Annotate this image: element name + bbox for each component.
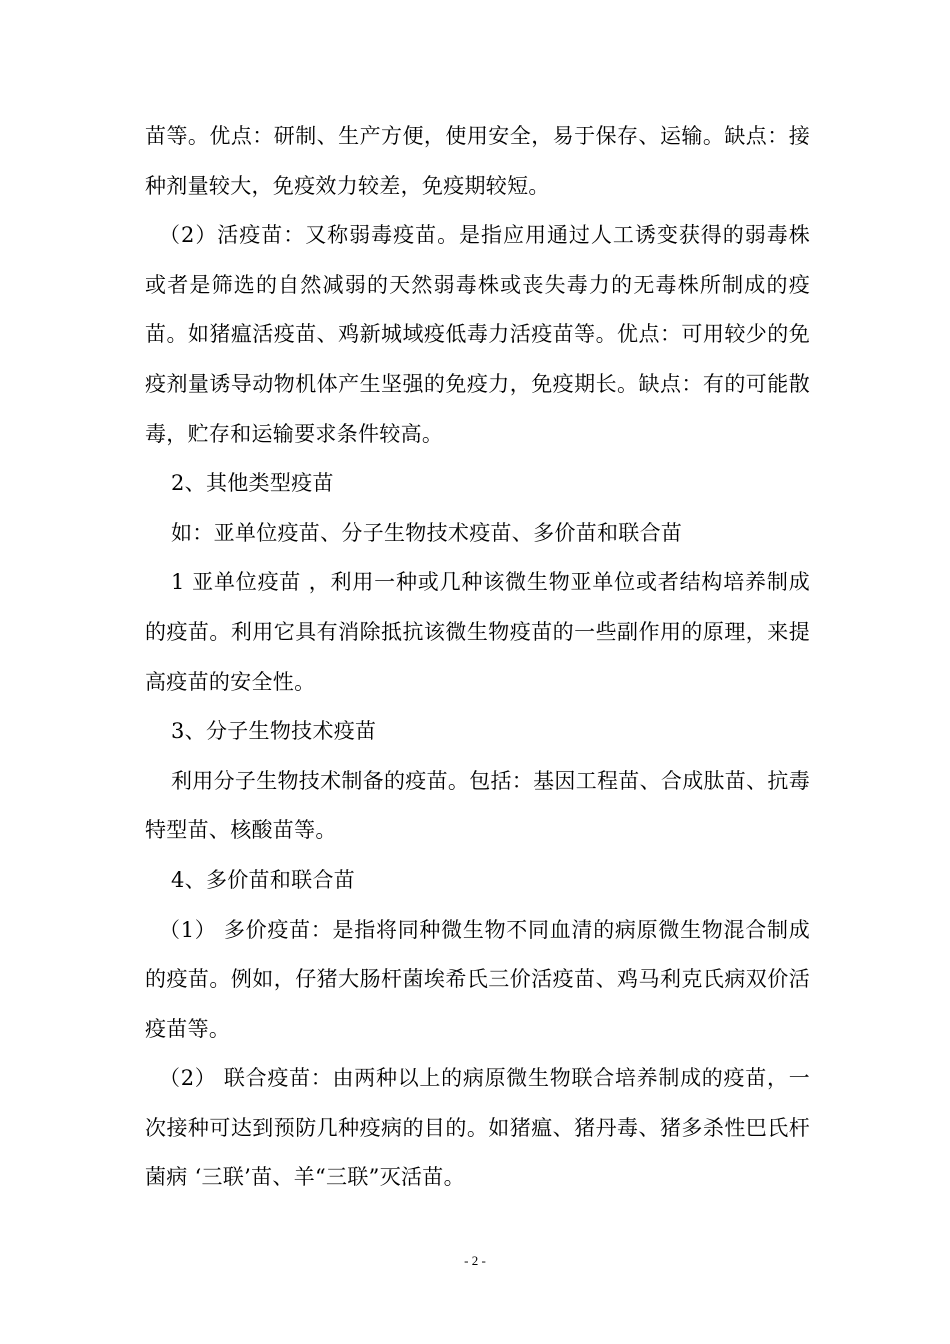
paragraph-other-vaccines-list: 如：亚单位疫苗、分子生物技术疫苗、多价苗和联合苗 — [171, 520, 683, 545]
paragraph-live-vaccine: （2）活疫苗：又称弱毒疫苗。是指应用通过人工诱变获得的弱毒株或者是筛选的自然减弱的天然弱毒株或丧失毒力的无毒株所制成的疫苗。如猪瘟活疫苗、鸡新城域疫低毒力活疫苗等。优点：可用较少的免疫剂量诱导动物机体产生坚强的免疫力，免疫期长。缺点：有的可能散毒，贮存和运输要求条件较高。 — [145, 223, 810, 446]
paragraph-molecular-vaccine: 利用分子生物技术制备的疫苗。包括：基因工程苗、合成肽苗、抗毒特型苗、核酸苗等。 — [145, 768, 810, 843]
paragraph-combined-vaccine: （2） 联合疫苗：由两种以上的病原微生物联合培养制成的疫苗，一次接种可达到预防几种疫病的目的。如猪瘟、猪丹毒、猪多杀性巴氏杆菌病 ‘三联’苗、羊“三联”灭活苗。 — [145, 1066, 810, 1190]
heading-molecular-vaccine: 3、分子生物技术疫苗 — [171, 719, 377, 744]
heading-multivalent-combined: 4、多价苗和联合苗 — [171, 867, 356, 892]
paragraph-inactivated-vaccine-advantages: 苗等。优点：研制、生产方便，使用安全，易于保存、运输。缺点：接种剂量较大，免疫效力较差，免疫期较短。 — [145, 124, 810, 198]
page-number: - 2 - — [464, 1253, 486, 1268]
body-text — [145, 112, 810, 1203]
paragraph-subunit-vaccine: 1 亚单位疫苗 ，利用一种或几种该微生物亚单位或者结构培养制成的疫苗。利用它具有消除抵抗该微生物疫苗的一些副作用的原理，来提高疫苗的安全性。 — [145, 570, 810, 694]
paragraph-multivalent-vaccine: （1） 多价疫苗：是指将同种微生物不同血清的病原微生物混合制成的疫苗。例如，仔猪大肠杆菌埃希氏三价活疫苗、鸡马利克氏病双价活疫苗等。 — [145, 917, 810, 1041]
heading-other-vaccines: 2、其他类型疫苗 — [171, 471, 334, 496]
